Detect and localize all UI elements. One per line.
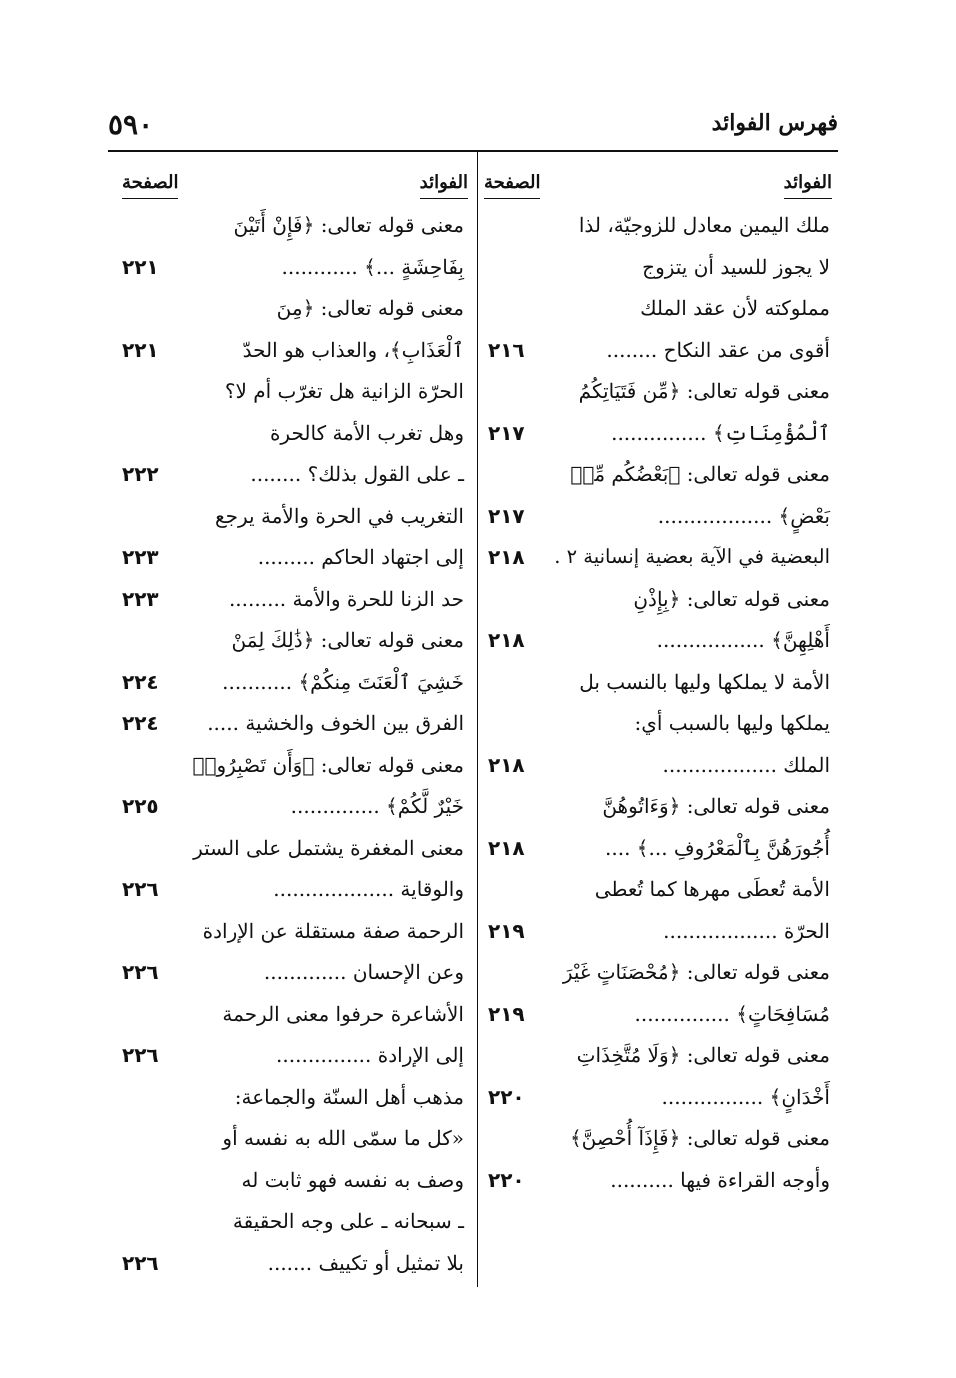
- entry-page-number: ٢٢٦: [122, 877, 159, 901]
- index-entry-line: [484, 497, 836, 539]
- page-header: [108, 108, 838, 141]
- index-entry-line: [118, 953, 470, 995]
- entry-page-number: ٢٢٦: [122, 1043, 159, 1067]
- index-entry-line: [118, 1036, 470, 1078]
- index-entry-line: [118, 1119, 470, 1161]
- entry-text: معنى قوله تعالى: ﴿وَءَاتُوهُنَّ: [602, 794, 830, 818]
- entry-page-number: ٢٢٤: [122, 711, 159, 735]
- entry-text: ملك اليمين معادل للزوجيّة، لذا: [578, 213, 830, 237]
- entry-text: وعن الإحسان .............: [263, 960, 464, 984]
- entry-text: معنى المغفرة يشتمل على الستر: [193, 835, 464, 860]
- index-entry-line: [118, 206, 470, 248]
- index-column-left: [118, 160, 470, 1285]
- index-entry-line: [484, 289, 836, 331]
- index-entry-line: [484, 995, 836, 1037]
- index-entry-line: [118, 787, 470, 829]
- index-entry-line: [484, 1119, 836, 1161]
- column-header: [118, 160, 470, 206]
- entry-text: أقوى من عقد النكاح ........: [606, 337, 830, 362]
- entry-text: حد الزنا للحرة والأمة .........: [228, 586, 464, 611]
- entry-page-number: ٢٢٣: [122, 586, 159, 611]
- index-entry-line: [484, 829, 836, 871]
- entry-text: معنى قوله تعالى: ﴿بَعْضُكُم مِّنۢ: [570, 462, 830, 486]
- entry-page-number: ٢٢٥: [122, 794, 159, 818]
- index-entry-line: [484, 746, 836, 788]
- index-entry-line: [118, 414, 470, 456]
- index-entry-line: [118, 455, 470, 497]
- entry-page-number: ٢١٧: [488, 503, 525, 528]
- entry-text: بَعْضٍ﴾ ..................: [657, 503, 830, 528]
- entry-text: معنى قوله تعالى: ﴿مِنَ: [276, 296, 464, 320]
- entry-page-number: ٢١٨: [488, 835, 525, 860]
- header-rule: [108, 150, 838, 152]
- entry-text: معنى قوله تعالى: ﴿وَأَن تَصْبِرُوا۟: [192, 752, 464, 777]
- entry-text: بِفَاحِشَةٍ ...﴾ ............: [281, 254, 464, 279]
- entry-page-number: ٢٢١: [122, 337, 159, 362]
- entry-text: «كل ما سمّى الله به نفسه أو: [222, 1126, 464, 1150]
- entry-text: مذهب أهل السنّة والجماعة:: [234, 1084, 464, 1109]
- entry-text: معنى قوله تعالى: ﴿وَلَا مُتَّخِذَاتِ: [576, 1043, 830, 1067]
- index-entry-line: [118, 621, 470, 663]
- index-entry-line: [118, 497, 470, 539]
- entry-text: الفرق بين الخوف والخشية .....: [207, 711, 464, 735]
- entry-text: أَخْدَانٍ﴾ ................: [661, 1084, 830, 1109]
- entry-text: الأمة تُعطَى مهرها كما تُعطى: [594, 877, 830, 901]
- entry-page-number: ٢٢٣: [122, 545, 159, 569]
- entry-text: والوقاية ...................: [273, 877, 464, 901]
- index-entry-line: [118, 870, 470, 912]
- entry-text: الأشاعرة حرفوا معنى الرحمة: [222, 1001, 464, 1026]
- entry-page-number: ٢١٨: [488, 752, 525, 777]
- entry-text: معنى قوله تعالى: ﴿مُحْصَنَاتٍ غَيْرَ: [562, 960, 830, 984]
- entry-text: الحرّة ..................: [663, 918, 830, 943]
- entry-page-number: ٢١٩: [488, 1001, 525, 1026]
- entry-text: الأمة لا يملكها وليها بالنسب بل: [579, 669, 830, 694]
- entry-text: التغريب في الحرة والأمة يرجع: [215, 503, 464, 528]
- index-entry-line: [484, 331, 836, 373]
- entry-text: مملوكته لأن عقد الملك: [640, 296, 830, 320]
- entry-page-number: ٢١٨: [488, 628, 525, 652]
- entry-text: إلى الإرادة ...............: [276, 1043, 464, 1067]
- entry-text: معنى قوله تعالى: ﴿بِإِذْنِ: [633, 586, 830, 611]
- entry-text: أُجُورَهُنَّ بِٱلْمَعْرُوفِ ...﴾ ....: [605, 835, 830, 860]
- entry-text: لا يجوز للسيد أن يتزوج: [642, 254, 830, 279]
- index-entry-line: [118, 663, 470, 705]
- entry-text: بلا تمثيل أو تكييف .......: [267, 1250, 464, 1275]
- entry-text: إلى اجتهاد الحاكم .........: [257, 545, 464, 569]
- index-entry-line: [118, 912, 470, 954]
- index-entry-line: [118, 995, 470, 1037]
- heading-underline: [484, 198, 540, 199]
- index-entry-line: [118, 1244, 470, 1286]
- index-entry-line: [118, 829, 470, 871]
- entry-page-number: ٢١٧: [488, 420, 525, 445]
- index-entry-line: [484, 372, 836, 414]
- entry-text: وصف به نفسه فهو ثابت له: [241, 1167, 464, 1192]
- index-entry-line: [484, 248, 836, 290]
- column-header: [484, 160, 836, 206]
- index-entry-line: [484, 538, 836, 580]
- index-entry-line: [484, 580, 836, 622]
- entry-page-number: ٢٢٠: [488, 1084, 525, 1109]
- heading-safha: الصفحة: [122, 172, 179, 193]
- heading-fawaid: الفوائد: [419, 172, 468, 193]
- entry-text: وهل تغرب الأمة كالحرة: [269, 420, 464, 445]
- column-divider: [477, 152, 478, 1287]
- entry-page-number: ٢٢٤: [122, 669, 159, 694]
- entry-page-number: ٢٢٦: [122, 1250, 159, 1275]
- index-entry-line: [484, 663, 836, 705]
- index-entry-line: [118, 746, 470, 788]
- entry-text: الرحمة صفة مستقلة عن الإرادة: [202, 918, 464, 943]
- page-number: ٥٩٠: [108, 108, 154, 141]
- entry-text: معنى قوله تعالى: ﴿فَإِذَآ أُحْصِنَّ﴾: [569, 1126, 830, 1150]
- heading-fawaid: الفوائد: [783, 172, 832, 193]
- index-entry-line: [118, 248, 470, 290]
- entry-text: وأوجه القراءة فيها ..........: [610, 1167, 830, 1192]
- entry-page-number: ٢٢٦: [122, 960, 159, 984]
- entry-text: مُسَافِحَاتٍ﴾ ...............: [634, 1001, 830, 1026]
- index-entry-line: [484, 1078, 836, 1120]
- entry-text: معنى قوله تعالى: ﴿فَإِنْ أَتَيْنَ: [233, 213, 464, 237]
- entry-text: البعضية في الآية بعضية إنسانية ٢ .: [554, 545, 830, 568]
- index-column-right: [484, 160, 836, 1202]
- heading-underline: [122, 198, 178, 199]
- entry-page-number: ٢١٦: [488, 337, 525, 362]
- running-title: فهرس الفوائد: [711, 110, 838, 136]
- index-entry-line: [484, 1036, 836, 1078]
- index-entry-line: [118, 580, 470, 622]
- index-entry-line: [118, 538, 470, 580]
- entry-text: أَهْلِهِنَّ﴾ .................: [656, 628, 830, 652]
- entry-text: الحرّة الزانية هل تغرّب أم لا؟: [224, 379, 464, 403]
- heading-underline: [784, 198, 832, 199]
- entry-text: معنى قوله تعالى: ﴿ذَٰلِكَ لِمَنْ: [231, 628, 464, 652]
- entry-text: ٱلْمُؤْمِنَاتِ﴾ ...............: [611, 420, 830, 445]
- index-entry-line: [118, 704, 470, 746]
- entry-text: ـ على القول بذلك؟ ........: [250, 462, 464, 486]
- index-entry-line: [484, 206, 836, 248]
- entry-page-number: ٢٢٠: [488, 1167, 525, 1192]
- index-entry-line: [118, 289, 470, 331]
- heading-underline: [420, 198, 468, 199]
- index-entry-line: [118, 1078, 470, 1120]
- index-entry-line: [484, 704, 836, 746]
- index-entry-line: [118, 1202, 470, 1244]
- entry-text: ٱلْعَذَابِ﴾، والعذاب هو الحدّ: [242, 337, 464, 362]
- entry-text: خَشِيَ ٱلْعَنَتَ مِنكُمْ﴾ ...........: [222, 669, 464, 694]
- index-entry-line: [118, 1161, 470, 1203]
- entry-page-number: ٢٢١: [122, 254, 159, 279]
- index-entry-line: [484, 621, 836, 663]
- entry-text: الملك ..................: [662, 752, 830, 777]
- index-entry-line: [484, 912, 836, 954]
- index-entry-line: [118, 331, 470, 373]
- index-entry-line: [118, 372, 470, 414]
- entry-text: ـ سبحانه ـ على وجه الحقيقة: [232, 1209, 464, 1233]
- entry-page-number: ٢١٨: [488, 545, 525, 569]
- index-entry-line: [484, 787, 836, 829]
- index-entry-line: [484, 414, 836, 456]
- index-entry-line: [484, 870, 836, 912]
- index-entry-line: [484, 1161, 836, 1203]
- entry-page-number: ٢١٩: [488, 918, 525, 943]
- heading-safha: الصفحة: [484, 172, 541, 193]
- index-entry-line: [484, 953, 836, 995]
- entry-page-number: ٢٢٢: [122, 462, 159, 486]
- entry-text: يملكها وليها بالسبب أي:: [634, 711, 830, 735]
- entry-text: خَيْرٌ لَّكُمْ﴾ ..............: [290, 794, 464, 818]
- index-entry-line: [484, 455, 836, 497]
- entry-text: معنى قوله تعالى: ﴿مِّن فَتَيَاتِكُمُ: [578, 379, 830, 403]
